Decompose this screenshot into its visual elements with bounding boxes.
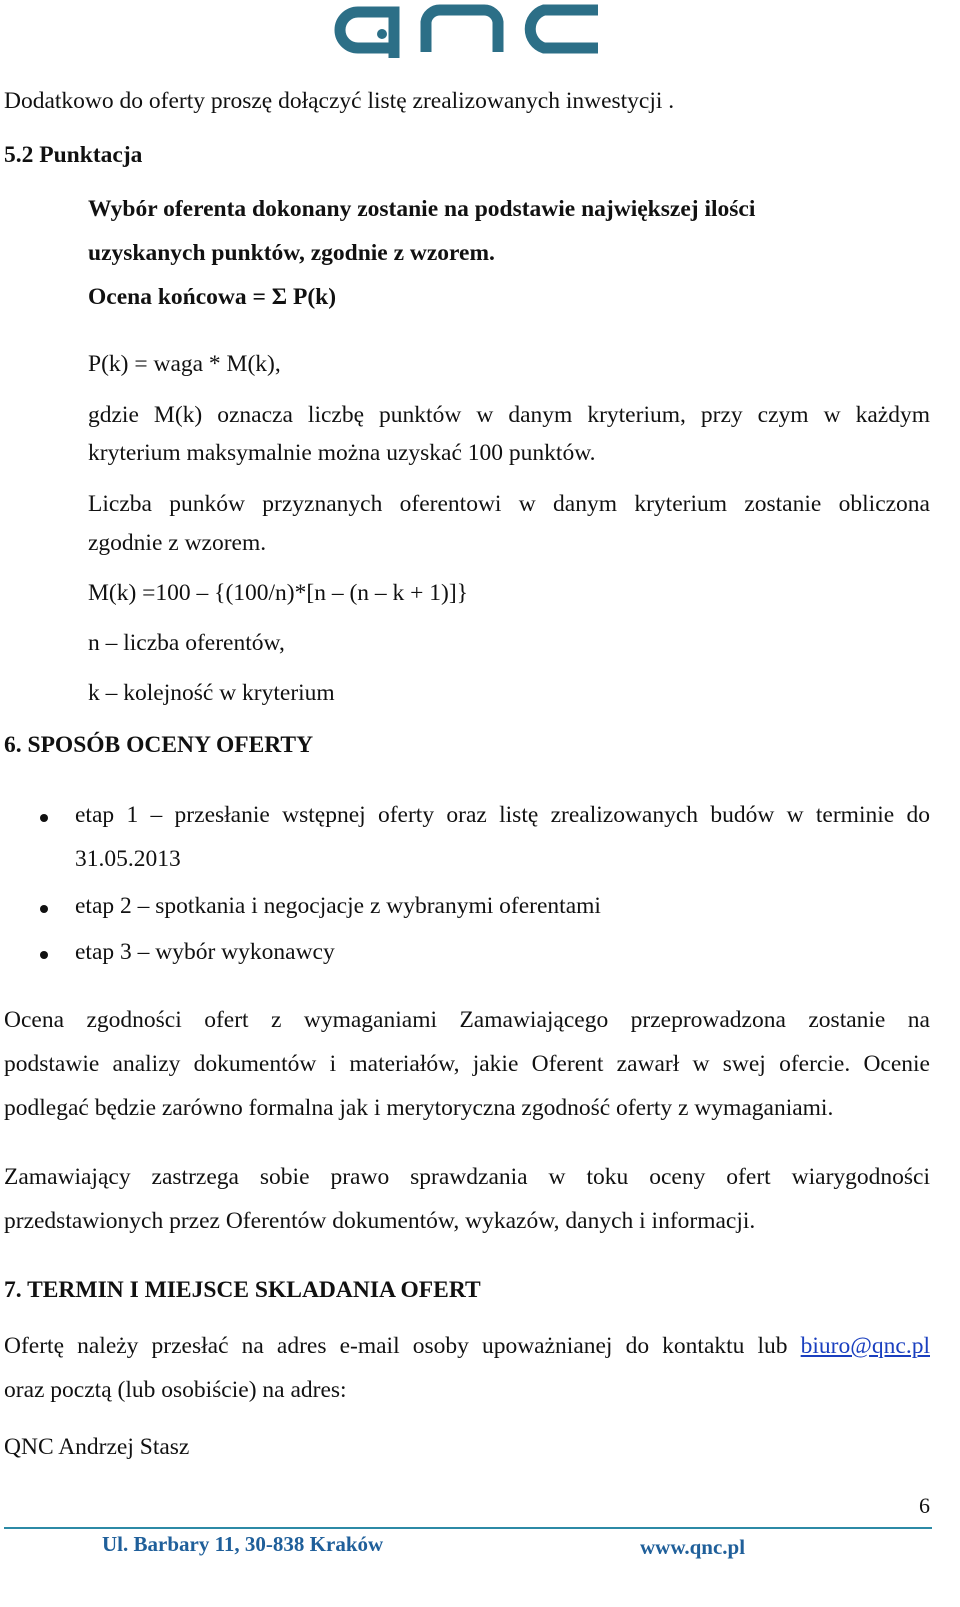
footer-website[interactable]: www.qnc.pl [640, 1535, 746, 1559]
section-7-title: 7. TERMIN I MIEJSCE SKLADANIA OFERT [4, 1277, 481, 1303]
where-line-2: kryterium maksymalnie można uzyskać 100 punktów. [88, 440, 596, 466]
formula-pk: P(k) = waga * M(k), [88, 351, 281, 377]
formula-mk: M(k) =100 – {(100/n)*[n – (n – k + 1)]} [88, 580, 468, 606]
submission-line-1 [4, 1333, 930, 1360]
paragraph-line: podlegać będzie zarówno formalna jak i merytoryczna zgodność oferty z wymaganiami. [4, 1095, 834, 1121]
section-6-title: 6. SPOSÓB OCENY OFERTY [4, 732, 314, 758]
paragraph-line: Ocena zgodności ofert z wymaganiami Zamawiającego przeprowadzona zostanie na [4, 1007, 930, 1033]
list-item: etap 2 – spotkania i negocjacje z wybranymi oferentami [75, 893, 601, 919]
address-name: QNC Andrzej Stasz [4, 1434, 190, 1460]
intro-text: Dodatkowo do oferty proszę dołączyć listę zrealizowanych inwestycji . [4, 88, 675, 114]
list-item: etap 3 – wybór wykonawcy [75, 939, 335, 965]
email-link[interactable]: biuro@qnc.pl [800, 1333, 930, 1359]
definition-k: k – kolejność w kryterium [88, 680, 335, 706]
submission-text: Ofertę należy przesłać na adres e-mail osoby upoważnianej do kontaktu lub [4, 1333, 788, 1359]
footer-address: Ul. Barbary 11, 30-838 Kraków [102, 1532, 384, 1556]
bullet-dot [40, 951, 48, 959]
lead-line-2: uzyskanych punktów, zgodnie z wzorem. [88, 240, 495, 266]
points-line-2: zgodnie z wzorem. [88, 530, 267, 556]
page-number: 6 [919, 1493, 930, 1518]
submission-line-2: oraz pocztą (lub osobiście) na adres: [4, 1377, 347, 1403]
footer-divider [4, 1527, 932, 1529]
where-line-1: gdzie M(k) oznacza liczbę punktów w danym kryterium, przy czym w każdym [88, 402, 930, 428]
bullet-dot [40, 905, 48, 913]
list-item: etap 1 – przesłanie wstępnej oferty oraz listę zrealizowanych budów w terminie do [75, 802, 930, 828]
paragraph-line: przedstawionych przez Oferentów dokumentów, wykazów, danych i informacji. [4, 1208, 756, 1234]
definition-n: n – liczba oferentów, [88, 630, 285, 656]
section-5-2-title: 5.2 Punktacja [4, 142, 143, 168]
paragraph-line: podstawie analizy dokumentów i materiałów, jakie Oferent zawarł w swej ofercie. Ocenie [4, 1051, 930, 1077]
bullet-dot [40, 814, 48, 822]
lead-line-1: Wybór oferenta dokonany zostanie na podstawie największej ilości [88, 196, 756, 222]
qnc-logo-icon [334, 0, 602, 58]
formula-final-score: Ocena końcowa = Σ P(k) [88, 284, 337, 310]
paragraph-line: Zamawiający zastrzega sobie prawo sprawdzania w toku oceny ofert wiarygodności [4, 1164, 930, 1190]
points-line-1: Liczba punków przyznanych oferentowi w danym kryterium zostanie obliczona [88, 491, 930, 517]
list-item-continuation: 31.05.2013 [75, 846, 181, 872]
